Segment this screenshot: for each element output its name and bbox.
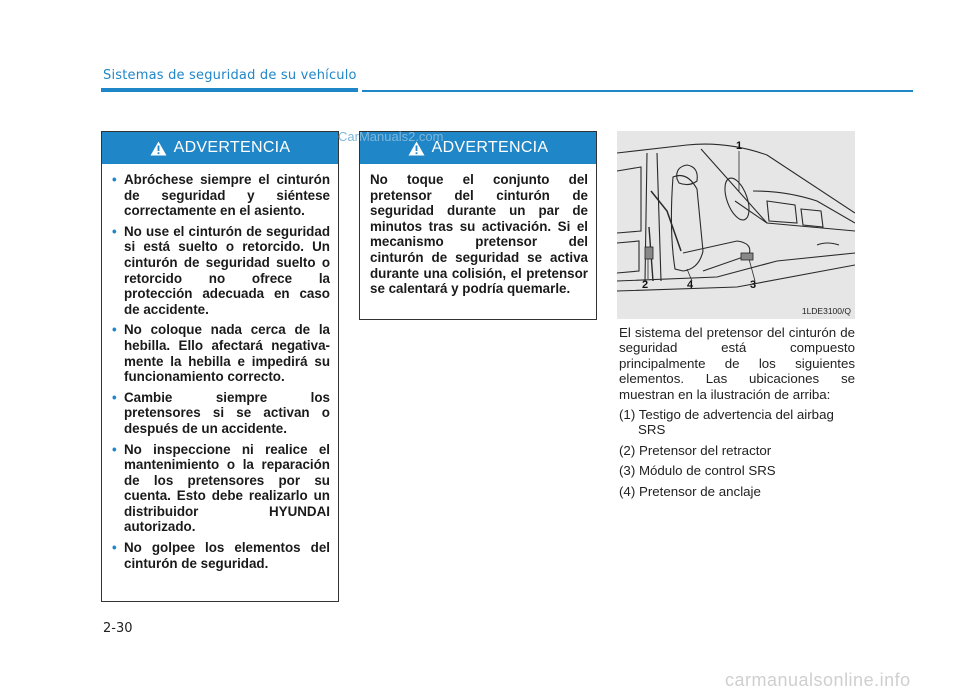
list-item: (4) Pretensor de anclaje (619, 483, 761, 499)
list-item: • Abróchese siempre el cinturón de seguridad y siéntese correctamente en el asiento. (112, 172, 330, 219)
warning-box-left (101, 131, 339, 602)
callout-3: 3 (750, 279, 757, 291)
list-item: (3) Módulo de control SRS (619, 463, 776, 479)
list-item: • No golpee los elementos del cinturón de seguridad. (112, 540, 330, 571)
warning-box-right (359, 131, 597, 320)
callout-1: 1 (736, 140, 743, 152)
car-interior-drawing (617, 131, 855, 319)
warning-header-left (102, 132, 338, 164)
list-item: • No inspeccione ni realice el mantenimiento o la reparación de los pretensores por su cuenta. Esto debe realizarlo un distribuidor HYUNDAI autorizado. (112, 442, 330, 536)
list-item: (1) Testigo de advertencia del airbag SRS (619, 407, 834, 438)
list-item: • Cambie siempre los pretensores si se activan o después de un accidente. (112, 390, 330, 437)
page-number: 2-30 (103, 621, 133, 636)
warning-text: No toque el conjunto del pretensor del cinturón de seguridad durante un par de minutos tras su activación. Si el mecanismo pretensor del cinturón de seguridad se activa durante una colisión, el pretensor se calentará y podría quemarle. (370, 172, 588, 297)
pretensioner-illustration (617, 131, 855, 319)
figure-code: 1LDE3100/Q (801, 306, 851, 316)
warning-body-left (102, 164, 338, 582)
warning-body-right (360, 164, 596, 303)
pretensioner-description (619, 325, 855, 504)
warning-list (112, 172, 330, 571)
watermark-text: CarManuals2.com (338, 129, 444, 144)
warning-heading-left: ADVERTENCIA (173, 139, 291, 156)
footer-watermark: carmanualsonline.info (725, 670, 911, 690)
header-rule-thin (362, 90, 913, 92)
list-item: • No use el cinturón de seguridad si está suelto o retorcido. Un cinturón de seguridad suelto o retorcido no ofrece la protección adecuada en caso de accidente. (112, 224, 330, 318)
list-item: • No coloque nada cerca de la hebilla. Ello afectará negativa- mente la hebilla e impedirá su funcionamiento correcto. (112, 322, 330, 384)
list-item: (2) Pretensor del retractor (619, 442, 772, 458)
warning-triangle-icon (150, 141, 167, 156)
callout-4: 4 (687, 279, 694, 291)
warning-heading-right: ADVERTENCIA (431, 139, 549, 156)
description-intro: El sistema del pretensor del cinturón de seguridad está compuesto principalmente de los siguientes elementos. Las ubicaciones se muestran en la ilustración de arriba: (619, 325, 855, 402)
callout-2: 2 (642, 279, 649, 291)
header-rule-thick (101, 88, 358, 92)
section-title: Sistemas de seguridad de su vehículo (103, 68, 357, 83)
